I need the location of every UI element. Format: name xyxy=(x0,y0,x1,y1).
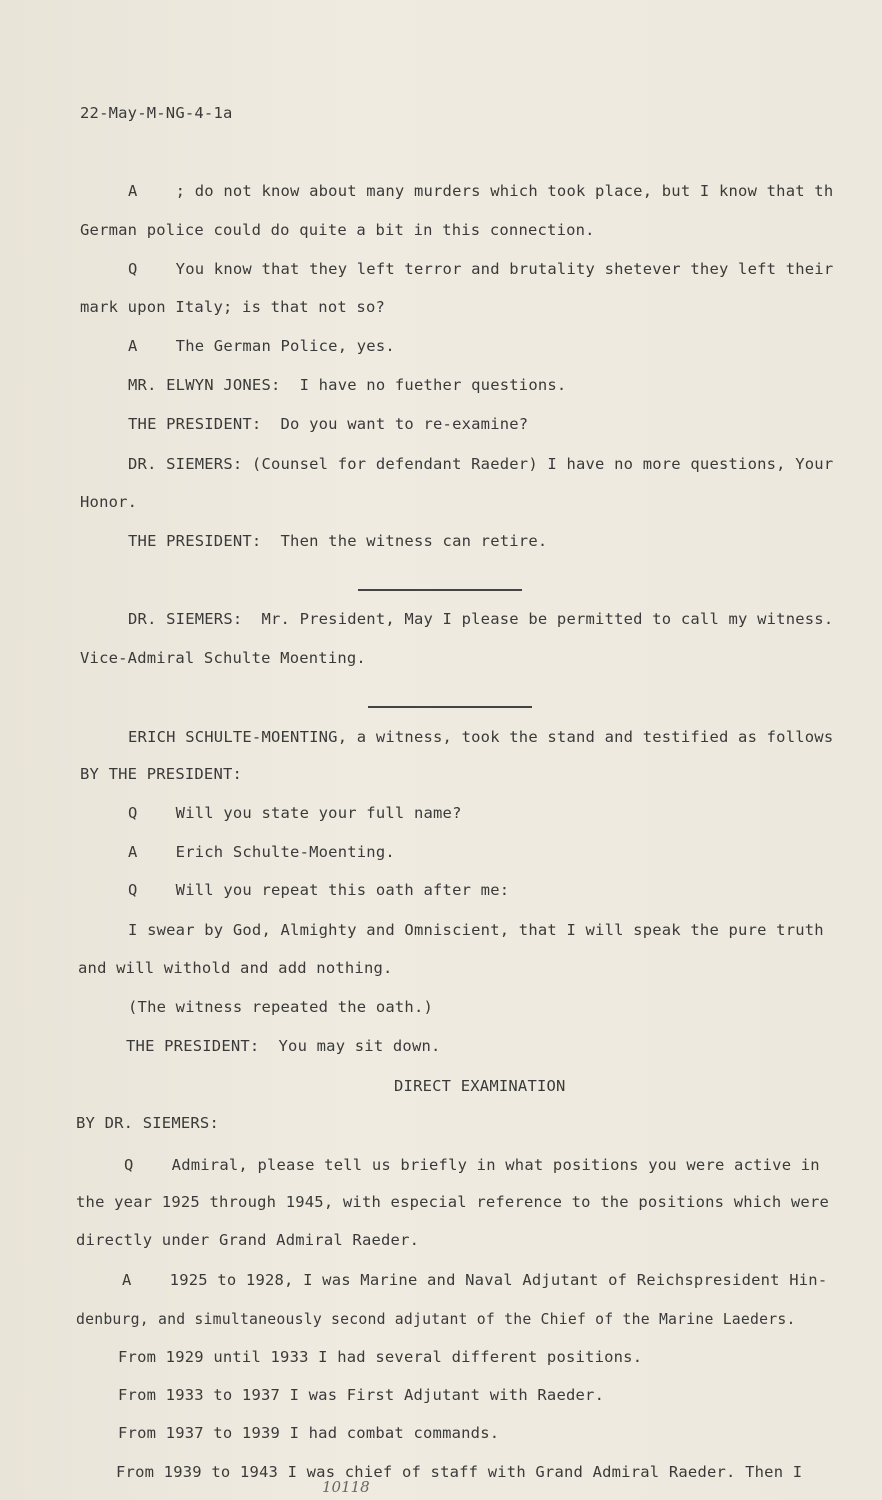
text-line: Q Admiral, please tell us briefly in what positions you were active in xyxy=(124,1156,820,1174)
text-line: THE PRESIDENT: Then the witness can retire. xyxy=(128,532,548,550)
section-divider xyxy=(358,589,522,591)
text-line: A The German Police, yes. xyxy=(128,337,395,355)
section-divider xyxy=(368,706,532,708)
document-id: 22-May-M-NG-4-1a xyxy=(80,104,233,122)
text-line: Q Will you state your full name? xyxy=(128,804,462,822)
text-line: A ; do not know about many murders which took place, but I know that th xyxy=(128,182,834,200)
text-line: (The witness repeated the oath.) xyxy=(128,998,434,1016)
text-line: directly under Grand Admiral Raeder. xyxy=(76,1231,420,1249)
text-line: Honor. xyxy=(80,493,138,511)
text-line: mark upon Italy; is that not so? xyxy=(80,298,386,316)
text-line: THE PRESIDENT: Do you want to re-examine? xyxy=(128,415,529,433)
text-line: DR. SIEMERS: (Counsel for defendant Raeder) I have no more questions, Your xyxy=(128,455,834,473)
text-line: A 1925 to 1928, I was Marine and Naval Adjutant of Reichspresident Hin- xyxy=(122,1271,828,1289)
page-number: 10118 xyxy=(322,1478,370,1496)
text-line: and will withold and add nothing. xyxy=(78,959,393,977)
text-line: denburg, and simultaneously second adjutant of the Chief of the Marine Laeders. xyxy=(76,1311,796,1328)
text-line: MR. ELWYN JONES: I have no fuether questions. xyxy=(128,376,567,394)
text-line: From 1939 to 1943 I was chief of staff with Grand Admiral Raeder. Then I xyxy=(116,1463,803,1481)
text-line: From 1929 until 1933 I had several different positions. xyxy=(118,1348,643,1366)
text-line: BY DR. SIEMERS: xyxy=(76,1114,219,1132)
text-line: From 1937 to 1939 I had combat commands. xyxy=(118,1424,500,1442)
text-line: A Erich Schulte-Moenting. xyxy=(128,843,395,861)
text-line: BY THE PRESIDENT: xyxy=(80,765,243,783)
text-line: German police could do quite a bit in this connection. xyxy=(80,221,595,239)
text-line: DR. SIEMERS: Mr. President, May I please be permitted to call my witness. xyxy=(128,610,834,628)
section-heading: DIRECT EXAMINATION xyxy=(394,1077,566,1095)
text-line: the year 1925 through 1945, with especial reference to the positions which were xyxy=(76,1193,830,1211)
text-line: I swear by God, Almighty and Omniscient, that I will speak the pure truth xyxy=(128,921,824,939)
text-line: Q You know that they left terror and brutality shetever they left their xyxy=(128,260,834,278)
text-line: THE PRESIDENT: You may sit down. xyxy=(126,1037,441,1055)
text-line: Vice-Admiral Schulte Moenting. xyxy=(80,649,366,667)
text-line: Q Will you repeat this oath after me: xyxy=(128,881,510,899)
text-line: ERICH SCHULTE-MOENTING, a witness, took the stand and testified as follows xyxy=(128,728,834,746)
text-line: From 1933 to 1937 I was First Adjutant with Raeder. xyxy=(118,1386,605,1404)
